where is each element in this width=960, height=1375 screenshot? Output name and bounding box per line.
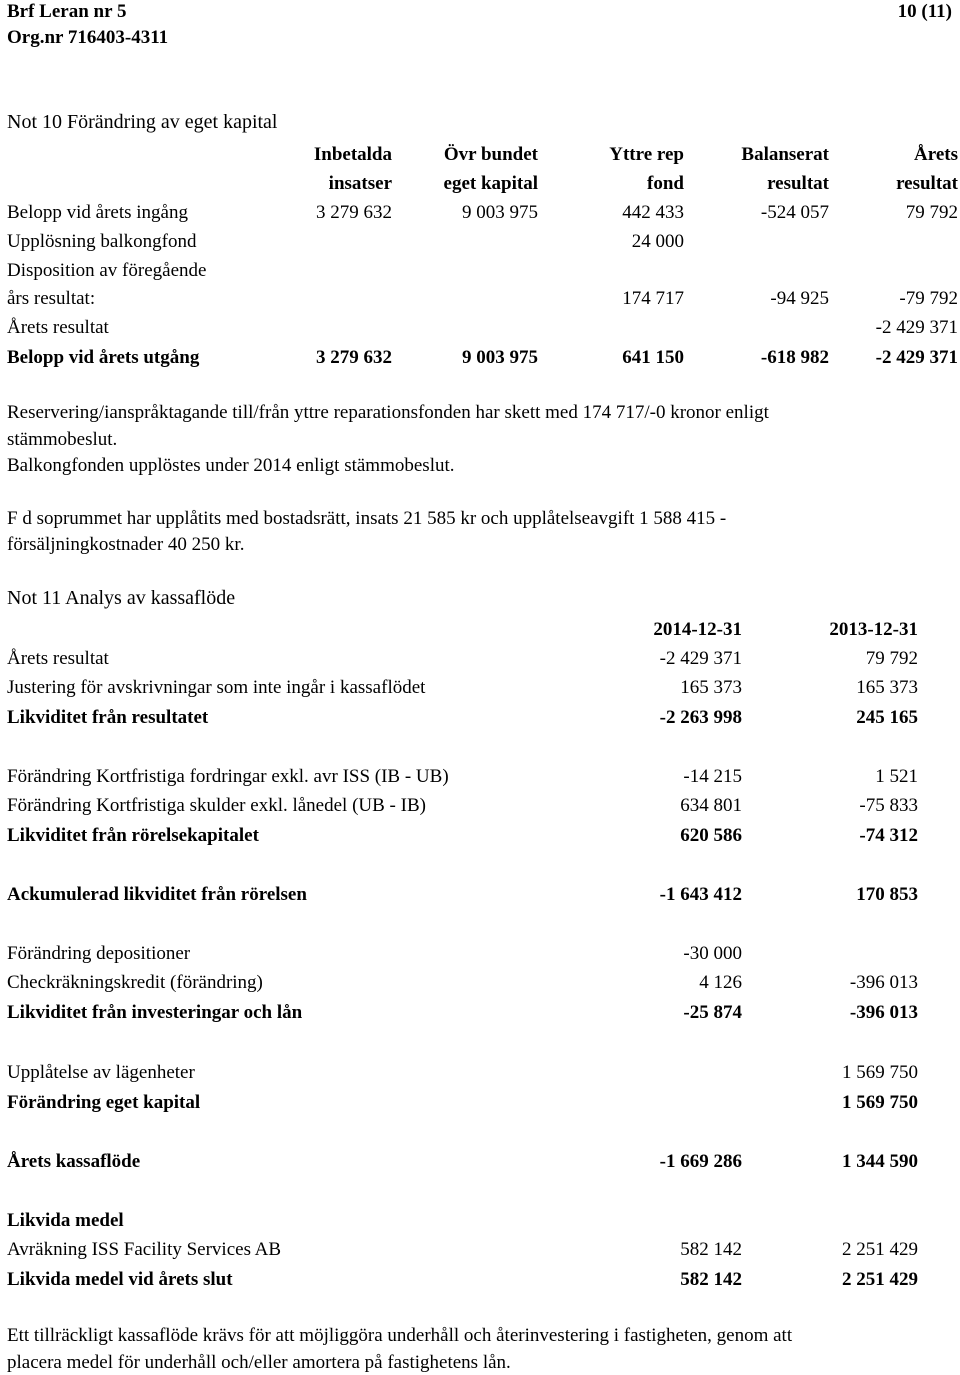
row-label: Förändring depositioner xyxy=(7,943,191,964)
table-row xyxy=(0,1240,960,1264)
cell-value: 24 000 xyxy=(631,231,684,252)
cell-value: -2 263 998 xyxy=(659,707,742,728)
cell-value: 641 150 xyxy=(622,347,684,368)
equity-header-row-2 xyxy=(0,174,960,198)
row-label: Förändring Kortfristiga fordringar exkl. avr ISS (IB - UB) xyxy=(7,766,449,787)
table-row xyxy=(0,261,960,285)
col-header-2014: 2014-12-31 xyxy=(653,619,742,640)
table-row xyxy=(0,203,960,227)
row-label: Belopp vid årets utgång xyxy=(7,347,200,368)
cell-value: -2 429 371 xyxy=(875,347,958,368)
cell-value: 442 433 xyxy=(622,202,684,223)
cell-value: 2 251 429 xyxy=(842,1269,918,1290)
cell-value: 1 569 750 xyxy=(842,1062,918,1083)
cell-value: 620 586 xyxy=(680,825,742,846)
balcony-fund-text: Balkongfonden upplöstes under 2014 enligt stämmobeslut. xyxy=(7,455,455,476)
reservation-text-line-2: stämmobeslut. xyxy=(7,429,118,450)
col-header-balanserat: Balanserat xyxy=(741,144,829,165)
table-row xyxy=(0,232,960,256)
cell-value: 170 853 xyxy=(856,884,918,905)
row-label: Upplösning balkongfond xyxy=(7,231,197,252)
organization-name: Brf Leran nr 5 xyxy=(7,1,127,22)
table-row xyxy=(0,796,960,820)
table-row-subtotal xyxy=(0,708,960,732)
row-label: Förändring eget kapital xyxy=(7,1092,201,1113)
table-row-subtotal xyxy=(0,885,960,909)
table-row xyxy=(0,649,960,673)
footer-text-line-2: placera medel för underhåll och/eller amortera på fastighetens lån. xyxy=(7,1352,511,1373)
table-row-total xyxy=(0,1152,960,1176)
cell-value: 2 251 429 xyxy=(842,1239,918,1260)
row-label: Avräkning ISS Facility Services AB xyxy=(7,1239,282,1260)
row-label: Likviditet från rörelsekapitalet xyxy=(7,825,259,846)
col-header-insatser: insatser xyxy=(328,173,392,194)
cell-value: -30 000 xyxy=(683,943,742,964)
table-row-total xyxy=(0,348,960,372)
cell-value: -396 013 xyxy=(849,972,918,993)
cell-value: 3 279 632 xyxy=(316,347,392,368)
equity-header-row-1 xyxy=(0,145,960,169)
cell-value: -2 429 371 xyxy=(659,648,742,669)
row-label: Upplåtelse av lägenheter xyxy=(7,1062,195,1083)
table-row xyxy=(0,678,960,702)
col-header-ovr-bundet: Övr bundet xyxy=(443,144,538,165)
row-label: Justering för avskrivningar som inte ingår i kassaflödet xyxy=(7,677,426,698)
cell-value: -1 643 412 xyxy=(659,884,742,905)
row-label: Ackumulerad likviditet från rörelsen xyxy=(7,884,307,905)
row-label: Årets kassaflöde xyxy=(7,1151,141,1172)
table-row-subtotal xyxy=(0,826,960,850)
cell-value: 174 717 xyxy=(622,288,684,309)
table-row xyxy=(0,289,960,313)
row-label: års resultat: xyxy=(7,288,96,309)
row-label: Belopp vid årets ingång xyxy=(7,202,188,223)
table-row-heading xyxy=(0,1211,960,1235)
page-number: 10 (11) xyxy=(897,1,952,22)
cell-value: 79 792 xyxy=(905,202,958,223)
table-row xyxy=(0,767,960,791)
col-header-resultat-2: resultat xyxy=(896,173,958,194)
cell-value: -2 429 371 xyxy=(875,317,958,338)
table-row-subtotal xyxy=(0,1003,960,1027)
col-header-inbetalda: Inbetalda xyxy=(313,144,392,165)
cell-value: 1 569 750 xyxy=(842,1092,918,1113)
cell-value: -25 874 xyxy=(683,1002,742,1023)
cell-value: 582 142 xyxy=(680,1239,742,1260)
row-label: Disposition av föregående xyxy=(7,260,207,281)
table-row xyxy=(0,973,960,997)
waste-room-text-line-1: F d soprummet har upplåtits med bostadsrätt, insats 21 585 kr och upplåtelseavgift 1 588 415 - xyxy=(7,508,727,529)
cell-value: -14 215 xyxy=(683,766,742,787)
row-label: Årets resultat xyxy=(7,317,109,338)
cell-value: 1 344 590 xyxy=(842,1151,918,1172)
cell-value: -1 669 286 xyxy=(659,1151,742,1172)
table-row-subtotal xyxy=(0,1093,960,1117)
cell-value: -524 057 xyxy=(760,202,829,223)
waste-room-text-line-2: försäljningkostnader 40 250 kr. xyxy=(7,534,245,555)
cell-value: -75 833 xyxy=(859,795,918,816)
note10-title: Not 10 Förändring av eget kapital xyxy=(7,111,278,133)
col-header-fond: fond xyxy=(647,173,684,194)
table-row xyxy=(0,944,960,968)
row-label: Likviditet från investeringar och lån xyxy=(7,1002,303,1023)
footer-text-line-1: Ett tillräckligt kassaflöde krävs för att möjliggöra underhåll och återinvestering i fastigheten, genom att xyxy=(7,1325,793,1346)
reservation-text-line-1: Reservering/ianspråktagande till/från yttre reparationsfonden har skett med 174 717/-0 kronor enligt xyxy=(7,402,769,423)
cell-value: -74 312 xyxy=(859,825,918,846)
col-header-eget-kapital: eget kapital xyxy=(443,173,538,194)
table-row xyxy=(0,318,960,342)
row-label: Likvida medel vid årets slut xyxy=(7,1269,233,1290)
cell-value: 9 003 975 xyxy=(462,347,538,368)
cell-value: -618 982 xyxy=(760,347,829,368)
col-header-yttre-rep: Yttre rep xyxy=(609,144,684,165)
cell-value: 9 003 975 xyxy=(462,202,538,223)
note11-title: Not 11 Analys av kassaflöde xyxy=(7,587,236,609)
table-row xyxy=(0,1063,960,1087)
cell-value: -94 925 xyxy=(770,288,829,309)
cell-value: 3 279 632 xyxy=(316,202,392,223)
row-label: Årets resultat xyxy=(7,648,109,669)
cell-value: -396 013 xyxy=(849,1002,918,1023)
col-header-2013: 2013-12-31 xyxy=(829,619,918,640)
row-label: Förändring Kortfristiga skulder exkl. lånedel (UB - IB) xyxy=(7,795,426,816)
cell-value: 79 792 xyxy=(865,648,918,669)
row-label: Likvida medel xyxy=(7,1210,124,1231)
cash-flow-header-row xyxy=(0,620,960,644)
cell-value: 634 801 xyxy=(680,795,742,816)
organization-number: Org.nr 716403-4311 xyxy=(7,27,169,48)
table-row-total xyxy=(0,1270,960,1294)
cell-value: -79 792 xyxy=(899,288,958,309)
col-header-resultat: resultat xyxy=(767,173,829,194)
cell-value: 582 142 xyxy=(680,1269,742,1290)
cell-value: 165 373 xyxy=(680,677,742,698)
col-header-arets: Årets xyxy=(914,144,958,165)
cell-value: 245 165 xyxy=(856,707,918,728)
cell-value: 4 126 xyxy=(699,972,742,993)
cell-value: 165 373 xyxy=(856,677,918,698)
row-label: Checkräkningskredit (förändring) xyxy=(7,972,263,993)
row-label: Likviditet från resultatet xyxy=(7,707,209,728)
cell-value: 1 521 xyxy=(875,766,918,787)
